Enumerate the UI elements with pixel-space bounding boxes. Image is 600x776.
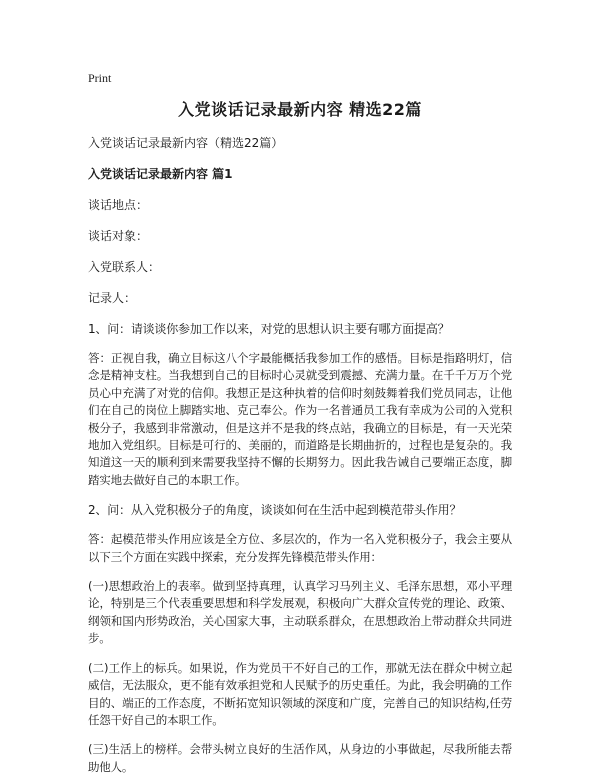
question-1: 1、问：请谈谈你参加工作以来，对党的思想认识主要有哪方面提高？ (88, 322, 450, 336)
print-label: Print (88, 71, 112, 85)
page-title: 入党谈话记录最新内容 精选22篇 (178, 100, 422, 119)
document-subtitle: 入党谈话记录最新内容（精选22篇） (88, 136, 284, 150)
section-heading: 入党谈话记录最新内容 篇1 (88, 167, 233, 181)
field-interviewee: 谈话对象： (88, 229, 149, 243)
paragraph-work: (二)工作上的标兵。如果说，作为党员干不好自己的工作，那就无法在群众中树立起威信，无法服众，更不能有效承担党和人民赋予的历史重任。为此，我会明确的工作目的、端正的工作态度，不断拓宽知识领域的深度和广度，完善自己的知识结构,任劳任怨干好自己的本职工作。 (88, 660, 512, 727)
field-contact: 入党联系人： (88, 260, 161, 274)
paragraph-life: (三)生活上的榜样。会带头树立良好的生活作风，从身边的小事做起，尽我所能去帮助他人。 (88, 742, 512, 774)
answer-1: 答：正视自我，确立目标这八个字最能概括我参加工作的感悟。目标是指路明灯，信念是精神支柱。当我想到自己的目标时心灵就受到震撼、充满力量。在千千万万个党员心中充满了对党的信仰。我想正是这种执着的信仰时刻鼓舞着我们党员同志，让他们在自己的岗位上脚踏实地、克己奉公。作为一名普通员工我有幸成为公司的入党积极分子，我感到非常激动，但是这并不是我的终点站，我确立的目标是，有一天光荣地加入党组织。目标是可行的、美丽的，而道路是长期曲折的，过程也是复杂的。我知道这一天的顺利到来需要我坚持不懈的长期努力。因此我告诫自己要端正态度，脚踏实地去做好自己的本职工作。 (88, 351, 512, 487)
field-location: 谈话地点： (88, 198, 149, 212)
paragraph-political: (一)思想政治上的表率。做到坚持真理，认真学习马列主义、毛泽东思想，邓小平理论，特别是三个代表重要思想和科学发展观，积极向广大群众宣传党的理论、政策、纲领和国内形势政治，关心国家大事，主动联系群众，在思想政治上带动群众共同进步。 (88, 579, 512, 646)
answer-2: 答：起模范带头作用应该是全方位、多层次的，作为一名入党积极分子，我会主要从以下三个方面在实践中探索，充分发挥先锋模范带头作用： (88, 532, 512, 564)
field-recorder: 记录人： (88, 291, 137, 305)
question-2: 2、问：从入党积极分子的角度，谈谈如何在生活中起到模范带头作用？ (88, 503, 462, 518)
